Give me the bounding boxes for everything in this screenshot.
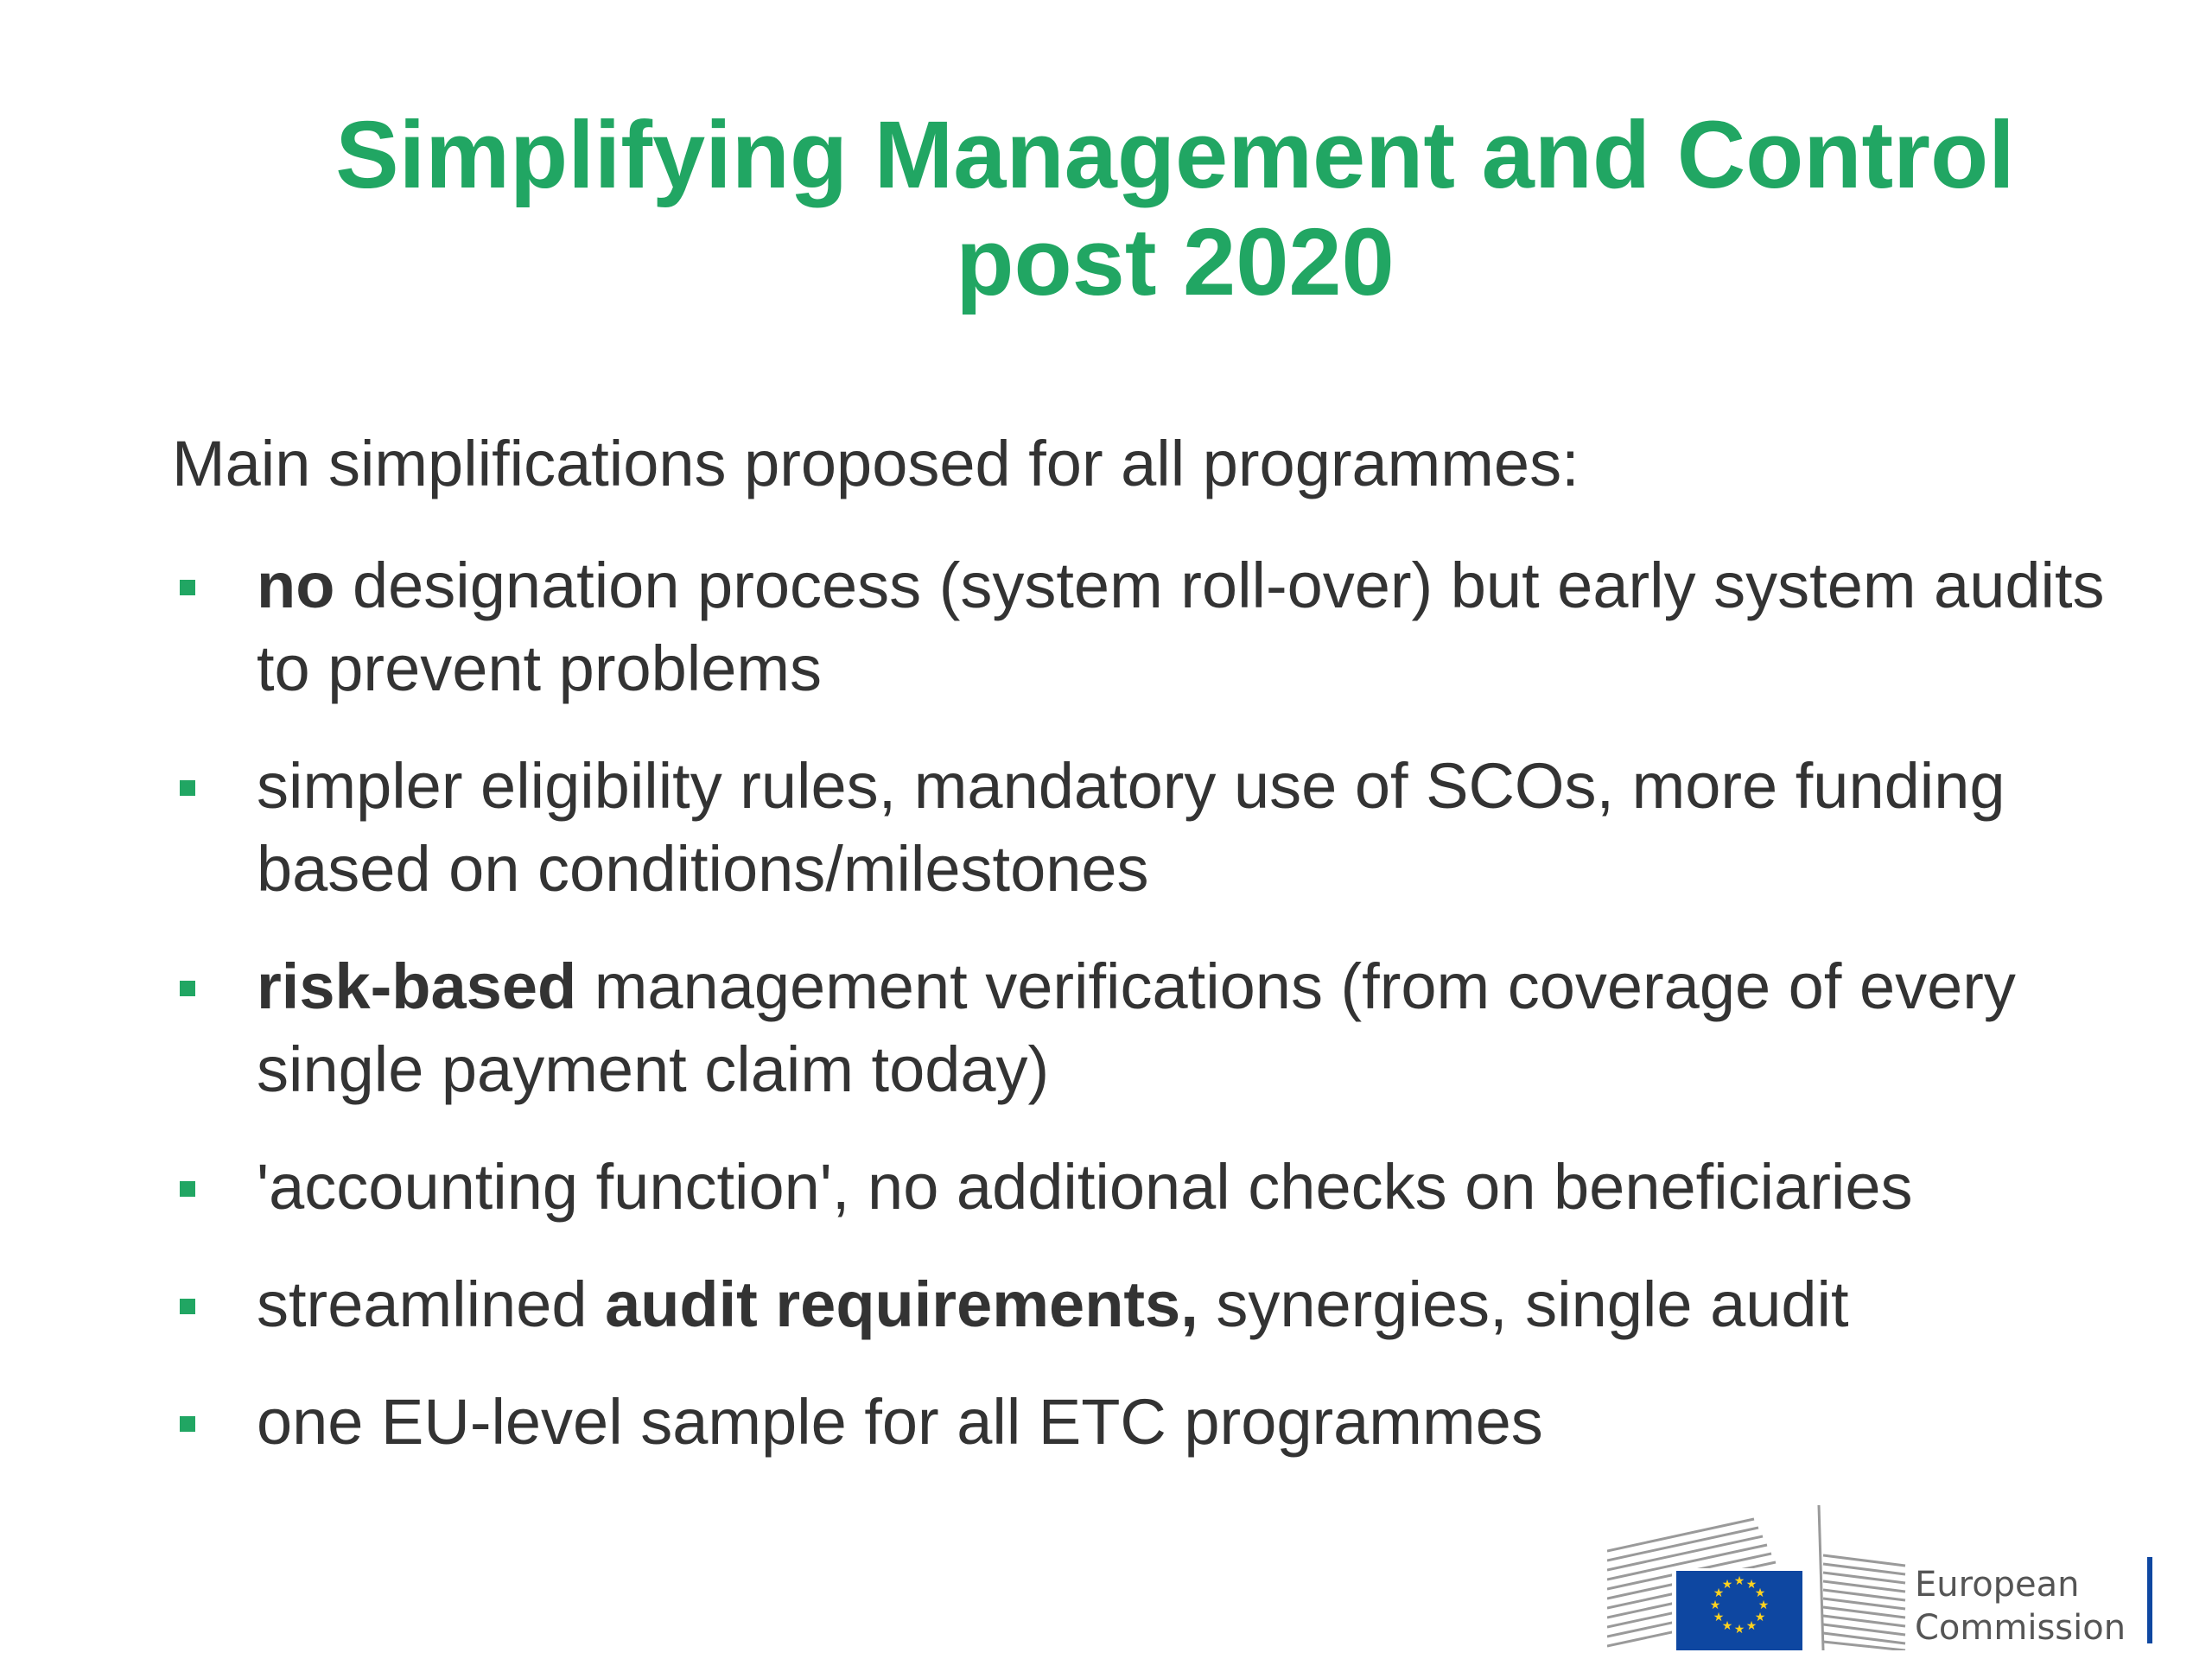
logo-text-line-1: European: [1915, 1565, 2080, 1605]
bullet-rest-text: management verifications (from coverage of every single payment claim today): [257, 950, 2016, 1105]
bullet-bold-text: no: [257, 550, 335, 621]
bullet-rest-text: simpler eligibility rules, mandatory use of SCOs, more funding based on conditions/milestones: [257, 750, 2005, 905]
bullet-rest-text: one EU-level sample for all ETC programmes: [257, 1386, 1543, 1458]
logo-divider: [2147, 1557, 2152, 1643]
building-right-lines-icon: [1819, 1505, 1905, 1650]
bullet-square-icon: [180, 780, 195, 796]
svg-text:★: ★: [1709, 1599, 1721, 1612]
svg-text:★: ★: [1713, 1586, 1725, 1600]
intro-text: Main simplifications proposed for all programmes:: [172, 428, 1580, 499]
bullet-text: [257, 544, 2106, 710]
svg-text:★: ★: [1721, 1619, 1733, 1633]
svg-text:★: ★: [1754, 1611, 1766, 1624]
bullet-rest-text: designation process (system roll-over) but early system audits to prevent problems: [257, 550, 2105, 704]
svg-text:★: ★: [1758, 1599, 1770, 1612]
bullet-square-icon: [180, 1299, 195, 1314]
bullet-rest-text: 'accounting function', no additional checks on beneficiaries: [257, 1151, 1913, 1223]
bullet-text: [257, 1146, 2106, 1229]
bullet-text: [257, 745, 2106, 911]
svg-text:★: ★: [1754, 1586, 1766, 1600]
bullet-square-icon: [180, 1416, 195, 1432]
bullet-text: [257, 1263, 2106, 1346]
slide-title-line-1: Simplifying Management and Control: [335, 102, 2015, 208]
bullet-square-icon: [180, 1181, 195, 1197]
bullet-bold-text: risk-based: [257, 950, 577, 1022]
bullet-pre-text: streamlined: [257, 1268, 606, 1340]
logo-text-line-2: Commission: [1915, 1608, 2126, 1648]
bullet-text: [257, 1381, 2106, 1464]
svg-text:★: ★: [1733, 1574, 1745, 1588]
svg-text:★: ★: [1721, 1578, 1733, 1592]
bullet-rest-text: synergies, single audit: [1198, 1268, 1849, 1340]
bullet-square-icon: [180, 580, 195, 595]
svg-text:★: ★: [1745, 1578, 1758, 1592]
bullet-square-icon: [180, 981, 195, 996]
svg-text:★: ★: [1745, 1619, 1758, 1633]
bullet-bold-text: audit requirements,: [605, 1268, 1198, 1340]
slide-title-line-2: post 2020: [956, 209, 1395, 315]
svg-text:★: ★: [1713, 1611, 1725, 1624]
svg-text:★: ★: [1733, 1623, 1745, 1637]
bullet-text: [257, 945, 2106, 1111]
